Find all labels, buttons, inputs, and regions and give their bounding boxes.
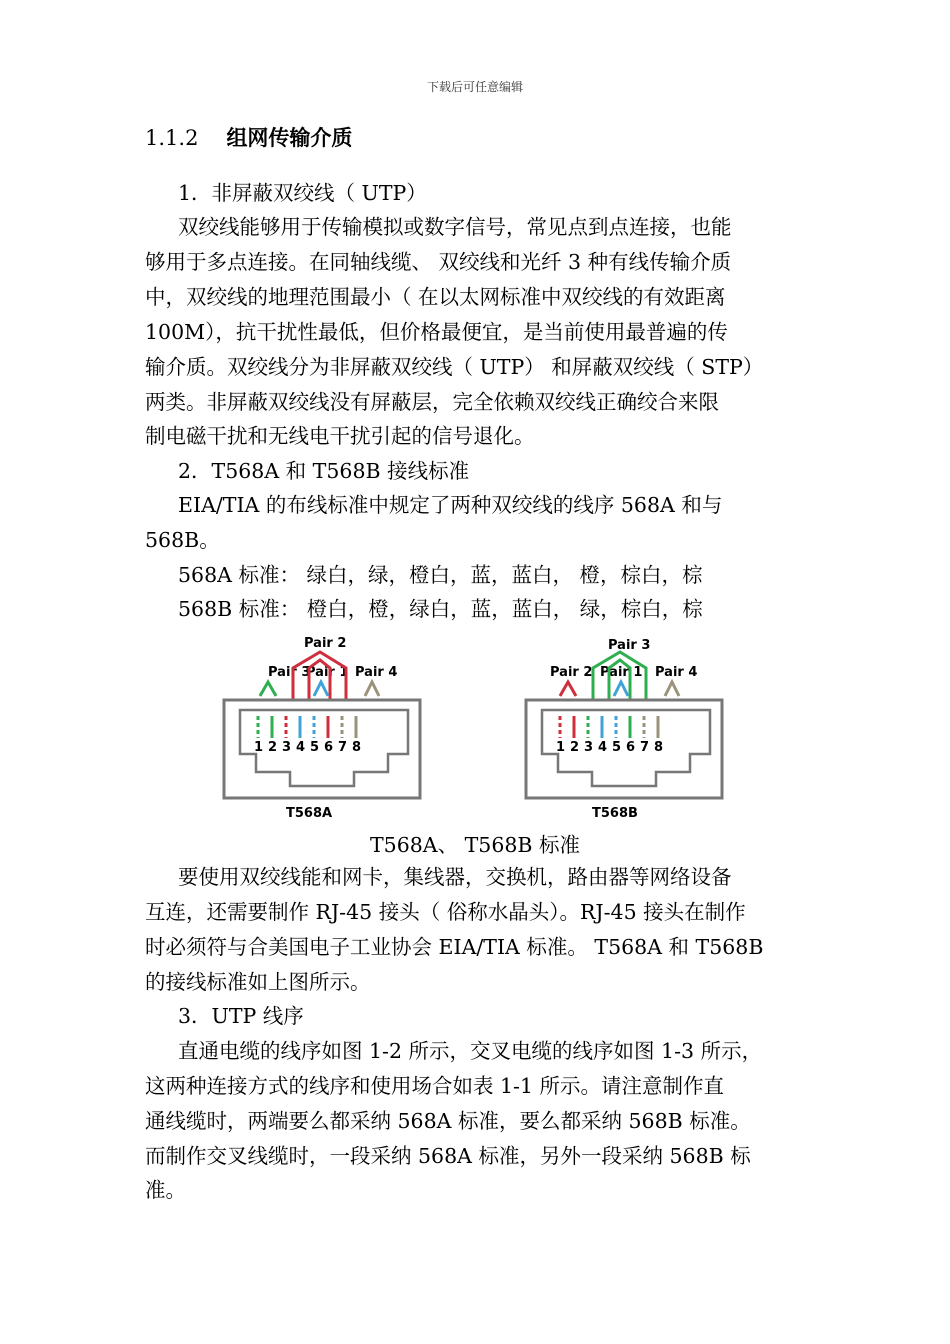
pair3-label: Pair 3 xyxy=(268,665,311,680)
svg-text:4: 4 xyxy=(296,740,306,755)
svg-text:7: 7 xyxy=(338,740,348,755)
paragraph-line: 这两种连接方式的线序和使用场合如表 1-1 所示。请注意制作直 xyxy=(145,1074,725,1098)
standard-568b-order: 568B 标准： 橙白，橙，绿白，蓝，蓝白， 绿，棕白，棕 xyxy=(178,597,703,621)
pair4-label: Pair 4 xyxy=(355,665,398,680)
figure-caption: T568A、 T568B 标准 xyxy=(369,833,580,857)
paragraph-line: 的接线标准如上图所示。 xyxy=(145,970,371,994)
t568a-label: T568A xyxy=(286,806,333,821)
svg-text:2: 2 xyxy=(570,740,580,755)
section-heading xyxy=(145,122,352,152)
section-number: 1.1.2 xyxy=(145,126,199,150)
page-header: 下载后可任意编辑 xyxy=(426,80,523,94)
subheading-utp-order: 3．UTP 线序 xyxy=(178,1004,304,1028)
pair4-label: Pair 4 xyxy=(655,665,698,680)
t568b-connector xyxy=(526,638,722,821)
t568a-connector xyxy=(224,636,420,821)
paragraph-line: 100M），抗干扰性最低，但价格最便宜，是当前使用最普遍的传 xyxy=(145,320,728,344)
svg-text:4: 4 xyxy=(598,740,608,755)
pair2-label: Pair 2 xyxy=(304,636,347,651)
svg-text:8: 8 xyxy=(352,740,362,755)
svg-text:1: 1 xyxy=(254,740,264,755)
paragraph-line: 两类。非屏蔽双绞线没有屏蔽层，完全依赖双绞线正确绞合来限 xyxy=(145,390,719,414)
subheading-standards: 2．T568A 和 T568B 接线标准 xyxy=(178,459,470,483)
svg-text:5: 5 xyxy=(310,740,320,755)
paragraph-line: 双绞线能够用于传输模拟或数字信号，常见点到点连接，也能 xyxy=(178,215,732,239)
svg-text:6: 6 xyxy=(324,740,334,755)
paragraph-line: 时必须符与合美国电子工业协会 EIA/TIA 标准。 T568A 和 T568B xyxy=(145,935,764,959)
paragraph-line: 通线缆时，两端要么都采纳 568A 标准，要么都采纳 568B 标准。 xyxy=(145,1109,751,1133)
paragraph-line: 568B。 xyxy=(145,528,220,552)
svg-text:5: 5 xyxy=(612,740,622,755)
paragraph-line: 要使用双绞线能和网卡，集线器，交换机，路由器等网络设备 xyxy=(178,865,732,889)
svg-text:6: 6 xyxy=(626,740,636,755)
paragraph-line: 够用于多点连接。在同轴线缆、 双绞线和光纤 3 种有线传输介质 xyxy=(145,250,732,274)
svg-text:2: 2 xyxy=(268,740,278,755)
paragraph-line: 互连，还需要制作 RJ-45 接头（ 俗称水晶头）。RJ-45 接头在制作 xyxy=(145,900,746,924)
pair1-label: Pair 1 xyxy=(600,665,643,680)
svg-text:1: 1 xyxy=(556,740,566,755)
section-title: 组网传输介质 xyxy=(226,126,353,150)
paragraph-line: 中，双绞线的地理范围最小（ 在以太网标准中双绞线的有效距离 xyxy=(145,285,726,309)
pair1-label: Pair 1 xyxy=(306,665,349,680)
rj45-wiring-diagram xyxy=(220,632,730,824)
svg-text:8: 8 xyxy=(654,740,664,755)
paragraph-line: EIA/TIA 的布线标准中规定了两种双绞线的线序 568A 和与 xyxy=(178,493,723,517)
paragraph-line: 而制作交叉线缆时，一段采纳 568A 标准，另外一段采纳 568B 标 xyxy=(145,1144,751,1168)
t568b-label: T568B xyxy=(592,806,638,821)
standard-568a-order: 568A 标准： 绿白，绿，橙白，蓝，蓝白， 橙，棕白，棕 xyxy=(178,563,703,587)
svg-text:7: 7 xyxy=(640,740,650,755)
paragraph-line: 制电磁干扰和无线电干扰引起的信号退化。 xyxy=(145,424,535,448)
paragraph-line: 直通电缆的线序如图 1-2 所示，交叉电缆的线序如图 1-3 所示， xyxy=(178,1039,763,1063)
subheading-utp: 1．非屏蔽双绞线（ UTP） xyxy=(178,181,427,205)
pair2-label: Pair 2 xyxy=(550,665,593,680)
svg-text:3: 3 xyxy=(584,740,594,755)
svg-text:3: 3 xyxy=(282,740,292,755)
pair3-label: Pair 3 xyxy=(608,638,651,653)
paragraph-line: 准。 xyxy=(145,1178,186,1202)
paragraph-line: 输介质。双绞线分为非屏蔽双绞线（ UTP） 和屏蔽双绞线（ STP） xyxy=(145,355,764,379)
